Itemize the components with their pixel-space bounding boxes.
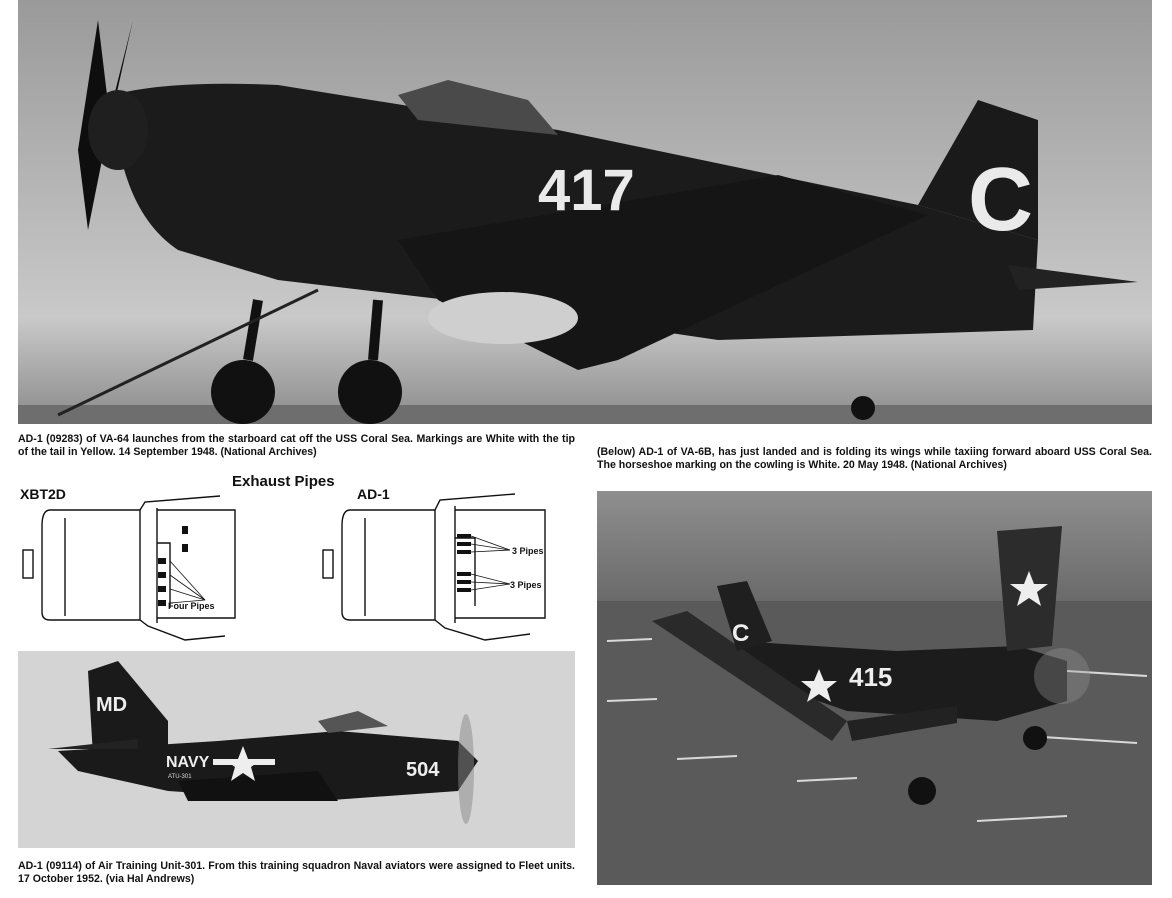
- photo-ad1-atu301: [18, 651, 575, 848]
- photo-ad1-landing: [597, 491, 1152, 885]
- annotation-four-pipes: Four Pipes: [168, 601, 215, 611]
- atu-nose-number: 504: [406, 759, 440, 781]
- top-nose-number: 417: [538, 158, 635, 223]
- diagram-title: Exhaust Pipes: [232, 473, 335, 490]
- top-tail-letter: C: [968, 150, 1033, 250]
- atu-tail-code: MD: [96, 694, 128, 716]
- landing-tail-letter: C: [732, 620, 750, 647]
- caption-landing: (Below) AD-1 of VA-6B, has just landed and is folding its wings while taxiing forward aboard USS Coral Sea. The horseshoe marking on the cowling is White. 20 May 1948. (National Archives): [597, 446, 1152, 471]
- diagram-label-ad1: AD-1: [357, 486, 390, 502]
- annotation-3-pipes-lower: 3 Pipes: [510, 580, 542, 590]
- caption-atu301: AD-1 (09114) of Air Training Unit-301. From this training squadron Naval aviators were assigned to Fleet units. 17 October 1952. (via Hal Andrews): [18, 860, 575, 885]
- landing-fuselage-number: 415: [849, 662, 893, 692]
- diagram-ad1-cowling: [320, 488, 552, 646]
- atu-unit-marking: ATU-301: [168, 774, 192, 780]
- annotation-3-pipes-upper: 3 Pipes: [512, 546, 544, 556]
- atu-navy-marking: NAVY: [166, 754, 210, 771]
- photo-ad1-launch: [18, 0, 1152, 424]
- diagram-label-xbt2d: XBT2D: [20, 486, 66, 502]
- caption-launch: AD-1 (09283) of VA-64 launches from the starboard cat off the USS Coral Sea. Markings are White with the tip of the tail in Yellow. 14 September 1948. (National Archives): [18, 433, 575, 458]
- diagram-xbt2d-cowling: [20, 488, 240, 646]
